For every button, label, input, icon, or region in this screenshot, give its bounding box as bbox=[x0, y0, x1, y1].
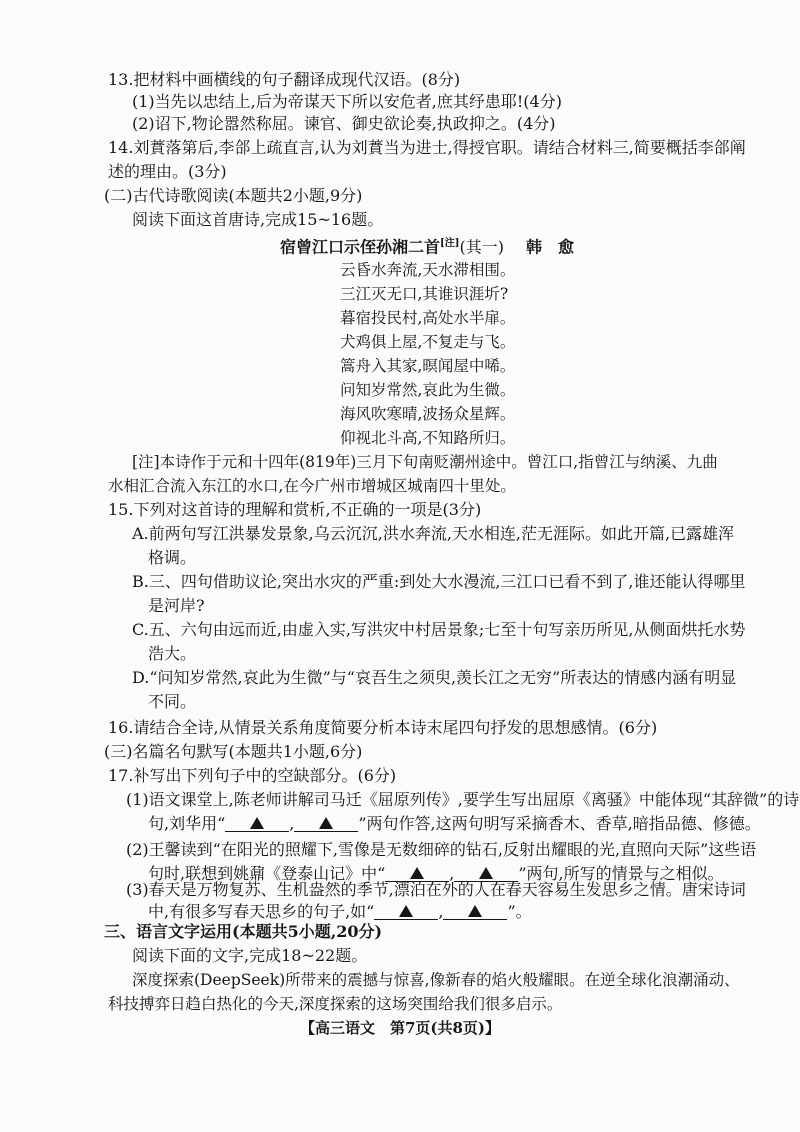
poem-note-line-1: [注]本诗作于元和十四年(819年)三月下旬南贬潮州途中。曾江口,指曾江与纳溪、九曲 bbox=[132, 453, 718, 471]
poem-title: 宿曾江口示侄孙湘二首 bbox=[280, 237, 441, 257]
q15-option-c-line-2: 浩大。 bbox=[148, 644, 197, 663]
q13-sentence-2: (2)诏下,物论嚣然称屈。谏官、御史欲论奏,执政抑之。(4分) bbox=[132, 114, 556, 133]
answer-blank[interactable] bbox=[225, 814, 289, 832]
q16-title: 16.请结合全诗,从情景关系角度简要分析本诗末尾四句抒发的思想感情。(6分) bbox=[108, 718, 658, 737]
section-4-para-line-2: 科技搏弈日趋白热化的今天,深度探索的这场突围给我们很多启示。 bbox=[108, 995, 563, 1013]
section-2-heading: (二)古代诗歌阅读(本题共2小题,9分) bbox=[104, 186, 363, 205]
section-3-heading: (三)名篇名句默写(本题共1小题,6分) bbox=[104, 742, 363, 761]
poem-note-mark: [注] bbox=[440, 238, 460, 249]
q17-title: 17.补写出下列句子中的空缺部分。(6分) bbox=[108, 766, 397, 785]
poem-title-suffix: (其一) bbox=[459, 237, 504, 257]
q17-part-1-line-1: (1)语文课堂上,陈老师讲解司马迁《屈原列传》,要学生写出屈原《离骚》中能体现“其辞微”的诗 bbox=[126, 790, 800, 809]
q15-option-b-line-2: 是河岸? bbox=[148, 596, 205, 615]
poem-line: 暮宿投民村,高处水半扉。 bbox=[340, 309, 516, 327]
q17-part-3-line-1: (3)春天是万物复苏、生机盎然的季节,漂泊在外的人在春天容易生发思乡之情。唐宋诗词 bbox=[126, 880, 746, 899]
triangle-icon bbox=[319, 817, 333, 829]
section-2-intro: 阅读下面这首唐诗,完成15~16题。 bbox=[132, 210, 384, 229]
poem-author: 韩 愈 bbox=[525, 237, 574, 257]
section-4-heading: 三、语言文字运用(本题共5小题,20分) bbox=[104, 922, 383, 941]
q14-line-1: 14.刘蕡落第后,李郃上疏直言,认为刘蕡当为进士,得授官职。请结合材料三,简要概括李郃阐 bbox=[108, 138, 746, 157]
q15-title: 15.下列对这首诗的理解和赏析,不正确的一项是(3分) bbox=[108, 500, 482, 519]
q14-line-2: 述的理由。(3分) bbox=[108, 162, 227, 181]
triangle-icon bbox=[250, 817, 264, 829]
answer-blank[interactable] bbox=[374, 902, 438, 920]
q17-part-2-line-1: (2)王馨读到“在阳光的照耀下,雪像是无数细碎的钻石,反射出耀眼的光,直照向天际”这些语 bbox=[126, 840, 757, 859]
poem-line: 海风吹寒晴,波扬众星辉。 bbox=[340, 405, 516, 423]
q15-option-a-line-1: A.前两句写江洪暴发景象,乌云沉沉,洪水奔流,天水相连,茫无涯际。如此开篇,已露雄浑 bbox=[132, 524, 735, 543]
poem-line: 问知岁常然,哀此为生微。 bbox=[340, 381, 516, 399]
q13-title: 13.把材料中画横线的句子翻译成现代汉语。(8分) bbox=[108, 70, 461, 89]
poem-line: 三江灭无口,其谁识涯圻? bbox=[340, 285, 509, 303]
triangle-icon bbox=[399, 905, 413, 917]
poem-title-row bbox=[280, 234, 574, 257]
poem-note-line-2: 水相汇合流入东江的水口,在今广州市增城区城南四十里处。 bbox=[108, 477, 516, 495]
q15-option-a-line-2: 格调。 bbox=[148, 548, 197, 567]
triangle-icon bbox=[410, 867, 424, 879]
triangle-icon bbox=[468, 905, 482, 917]
q13-sentence-1: (1)当先以忠结上,后为帝谋天下所以安危者,庶其纾患耶!(4分) bbox=[132, 92, 562, 111]
poem-line: 仰视北斗高,不知路所归。 bbox=[340, 429, 516, 447]
q15-option-d-line-2: 不同。 bbox=[148, 692, 197, 711]
page-footer: 【高三语文 第7页(共8页)】 bbox=[299, 1019, 501, 1037]
answer-blank[interactable] bbox=[294, 814, 358, 832]
q17-part-3-line-2: 中,有很多写春天思乡的句子,如“ , ”。 bbox=[148, 902, 532, 921]
section-4-intro: 阅读下面的文字,完成18~22题。 bbox=[132, 946, 368, 965]
poem-line: 云昏水奔流,天水滞相围。 bbox=[340, 261, 516, 279]
q17-part-2-line-2: 句时,联想到姚鼐《登泰山记》中“ , ”两句,所写的情景与之相似。 bbox=[148, 864, 724, 883]
answer-blank[interactable] bbox=[443, 902, 507, 920]
section-4-para-line-1: 深度探索(DeepSeek)所带来的震撼与惊喜,像新春的焰火般耀眼。在逆全球化浪潮涌动、 bbox=[132, 971, 740, 989]
poem-line: 篙舟入其家,暝闻屋中唏。 bbox=[340, 357, 516, 375]
triangle-icon bbox=[479, 867, 493, 879]
q15-option-d-line-1: D.“问知岁常然,哀此为生微”与“哀吾生之须臾,羡长江之无穷”所表达的情感内涵有明显 bbox=[132, 668, 737, 687]
q17-part-1-line-2: 句,刘华用“ , ”两句作答,这两句明写采摘香木、香草,暗指品德、修德。 bbox=[148, 814, 761, 833]
q15-option-b-line-1: B.三、四句借助议论,突出水灾的严重:到处大水漫流,三江口已看不到了,谁还能认得哪里 bbox=[132, 572, 746, 591]
q15-option-c-line-1: C.五、六句由远而近,由虚入实,写洪灾中村居景象;七至十句写亲历所见,从侧面烘托水势 bbox=[132, 620, 746, 639]
poem-line: 犬鸡俱上屋,不复走与飞。 bbox=[340, 333, 516, 351]
